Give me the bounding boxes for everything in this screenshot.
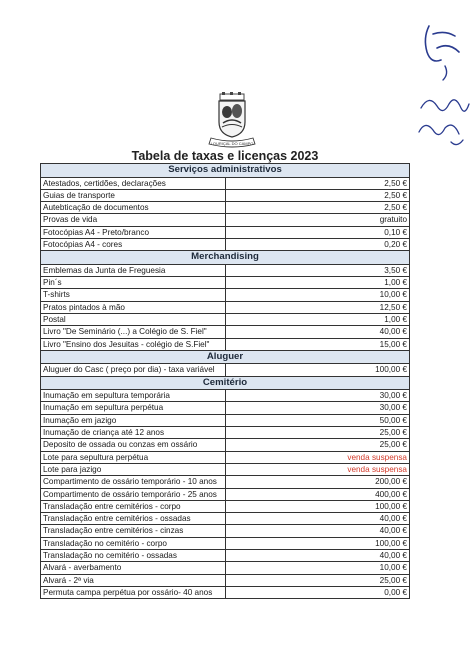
fee-price: 0,20 € [225, 238, 410, 250]
fee-description: Guias de transporte [41, 189, 226, 201]
section-header [41, 251, 410, 265]
fee-description: Inumação em sepultura perpétua [41, 402, 226, 414]
fee-description: Inumação em jazigo [41, 414, 226, 426]
table-row [41, 289, 410, 301]
table-row [41, 513, 410, 525]
table-row [41, 214, 410, 226]
table-row [41, 451, 410, 463]
table-row [41, 326, 410, 338]
table-row [41, 202, 410, 214]
table-row [41, 301, 410, 313]
table-row [41, 463, 410, 475]
fee-price: gratuito [225, 214, 410, 226]
fee-price: 30,00 € [225, 390, 410, 402]
fee-description: Atestados, certidões, declarações [41, 177, 226, 189]
document-title: Tabela de taxas e licenças 2023 [131, 149, 319, 163]
fee-price: 1,00 € [225, 277, 410, 289]
table-row [41, 364, 410, 376]
fee-price: 25,00 € [225, 574, 410, 586]
fees-table [40, 163, 410, 599]
fee-price: venda suspensa [225, 463, 410, 475]
fee-description: Lote para jazigo [41, 463, 226, 475]
table-row [41, 586, 410, 598]
section-header [41, 350, 410, 364]
fee-price: 100,00 € [225, 364, 410, 376]
table-row [41, 264, 410, 276]
fee-description: Deposito de ossada ou conzas em ossário [41, 439, 226, 451]
table-row [41, 537, 410, 549]
fee-price: 100,00 € [225, 500, 410, 512]
fee-description: Inumação em sepultura temporária [41, 390, 226, 402]
fee-price: 400,00 € [225, 488, 410, 500]
fee-price: 100,00 € [225, 537, 410, 549]
fee-price: 10,00 € [225, 562, 410, 574]
fee-price: 3,50 € [225, 264, 410, 276]
section-title: Cemitério [41, 376, 410, 390]
fee-description: Aluguer do Casc ( preço por dia) - taxa variável [41, 364, 226, 376]
fee-description: Lote para sepultura perpétua [41, 451, 226, 463]
fee-price: 30,00 € [225, 402, 410, 414]
fee-price: 40,00 € [225, 513, 410, 525]
fee-description: Compartimento de ossário temporário - 10 anos [41, 476, 226, 488]
fee-description: Compartimento de ossário temporário - 25 anos [41, 488, 226, 500]
fee-description: Pratos pintados à mão [41, 301, 226, 313]
fee-price: venda suspensa [225, 451, 410, 463]
fee-description: Transladação entre cemitérios - ossadas [41, 513, 226, 525]
fee-description: Inumação de criança até 12 anos [41, 427, 226, 439]
fee-description: Transladação entre cemitérios - corpo [41, 500, 226, 512]
fee-description: Livro "De Seminário (...) a Colégio de S. Fiel" [41, 326, 226, 338]
table-row [41, 338, 410, 350]
table-row [41, 562, 410, 574]
fee-price: 2,50 € [225, 177, 410, 189]
fee-description: Alvará - averbamento [41, 562, 226, 574]
fee-price: 50,00 € [225, 414, 410, 426]
fee-price: 0,00 € [225, 586, 410, 598]
section-header [41, 376, 410, 390]
section-title: Serviços administrativos [41, 164, 410, 178]
fee-price: 40,00 € [225, 326, 410, 338]
table-row [41, 439, 410, 451]
coat-of-arms-icon [197, 92, 267, 148]
table-row [41, 238, 410, 250]
section-title: Aluguer [41, 350, 410, 364]
fee-price: 1,00 € [225, 313, 410, 325]
fee-description: Provas de vida [41, 214, 226, 226]
fee-description: Emblemas da Junta de Freguesia [41, 264, 226, 276]
table-row [41, 500, 410, 512]
table-row [41, 427, 410, 439]
fee-price: 12,50 € [225, 301, 410, 313]
table-row [41, 226, 410, 238]
table-row [41, 277, 410, 289]
fee-description: Transladação entre cemitérios - cinzas [41, 525, 226, 537]
fee-description: Permuta campa perpétua por ossário- 40 anos [41, 586, 226, 598]
handwritten-signature [415, 8, 471, 158]
fee-price: 2,50 € [225, 189, 410, 201]
fee-description: Transladação no cemitério - corpo [41, 537, 226, 549]
table-row [41, 525, 410, 537]
fee-price: 25,00 € [225, 439, 410, 451]
table-row [41, 390, 410, 402]
fee-price: 40,00 € [225, 525, 410, 537]
table-row [41, 189, 410, 201]
fee-price: 200,00 € [225, 476, 410, 488]
table-row [41, 177, 410, 189]
table-row [41, 574, 410, 586]
fee-description: Fotocópias A4 - cores [41, 238, 226, 250]
crest-motto: LOURIÇAL DO CAMPO [210, 141, 254, 146]
fee-description: T-shirts [41, 289, 226, 301]
fee-description: Livro "Ensino dos Jesuitas - colégio de S.Fiel" [41, 338, 226, 350]
table-row [41, 402, 410, 414]
fee-description: Alvará - 2ª via [41, 574, 226, 586]
fee-price: 2,50 € [225, 202, 410, 214]
table-row [41, 313, 410, 325]
fee-price: 25,00 € [225, 427, 410, 439]
section-header [41, 164, 410, 178]
fee-price: 40,00 € [225, 550, 410, 562]
table-row [41, 488, 410, 500]
fee-description: Fotocópias A4 - Preto/branco [41, 226, 226, 238]
fee-price: 0,10 € [225, 226, 410, 238]
fee-description: Transladação no cemitério - ossadas [41, 550, 226, 562]
fee-price: 10,00 € [225, 289, 410, 301]
fee-description: Postal [41, 313, 226, 325]
fee-description: Pin´s [41, 277, 226, 289]
table-row [41, 476, 410, 488]
fee-description: Autebticação de documentos [41, 202, 226, 214]
section-title: Merchandising [41, 251, 410, 265]
fee-price: 15,00 € [225, 338, 410, 350]
table-row [41, 550, 410, 562]
table-row [41, 414, 410, 426]
